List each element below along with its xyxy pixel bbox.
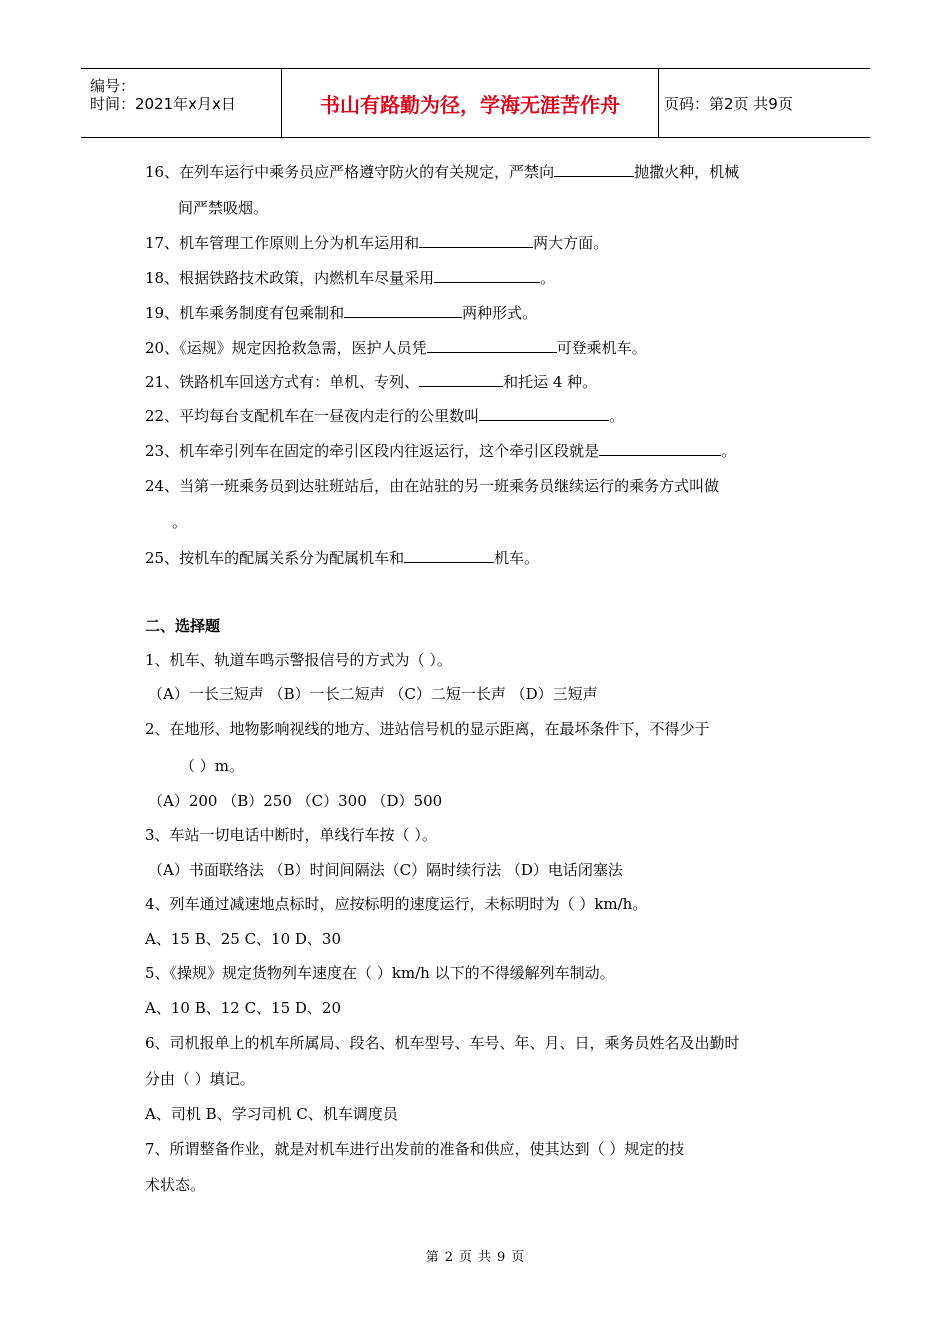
section-title-choice: 二、选择题 xyxy=(145,617,221,635)
choice-q2-cont: （ ）m。 xyxy=(180,757,244,775)
question-16-cont: 间严禁吸烟。 xyxy=(178,199,269,217)
question-17 xyxy=(145,233,608,253)
number-label: 编号： xyxy=(90,77,136,95)
question-text: 17、机车管理工作原则上分为机车运用和 xyxy=(145,234,420,252)
question-24-cont: 。 xyxy=(172,513,188,531)
choice-q5-options: A、10 B、12 C、15 D、20 xyxy=(145,999,342,1017)
question-text: 25、按机车的配属关系分为配属机车和 xyxy=(145,549,405,567)
answer-blank xyxy=(554,162,634,177)
question-text: 。 xyxy=(540,269,556,287)
question-text: 19、机车乘务制度有包乘制和 xyxy=(145,304,345,322)
choice-q5: 5、《操规》规定货物列车速度在（ ）km/h 以下的不得缓解列车制动。 xyxy=(145,964,615,982)
question-text: 。 xyxy=(609,407,625,425)
choice-q3-options: （A）书面联络法 （B）时间间隔法（C）隔时续行法 （D）电话闭塞法 xyxy=(148,861,623,879)
question-text: 21、铁路机车回送方式有：单机、专列、 xyxy=(145,373,420,391)
question-23 xyxy=(145,441,736,461)
answer-blank xyxy=(404,548,494,563)
question-text: 22、平均每台支配机车在一昼夜内走行的公里数叫 xyxy=(145,407,480,425)
question-text: 16、在列车运行中乘务员应严格遵守防火的有关规定，严禁向 xyxy=(145,163,555,181)
question-20 xyxy=(145,338,647,358)
question-19 xyxy=(145,303,537,323)
choice-q4: 4、列车通过减速地点标时，应按标明的速度运行，未标明时为（ ）km/h。 xyxy=(145,895,648,913)
choice-q6-cont: 分由（ ）填记。 xyxy=(145,1070,255,1088)
answer-blank xyxy=(344,303,462,318)
question-text: 和托运 4 种。 xyxy=(503,373,598,391)
question-18 xyxy=(145,268,555,288)
choice-q1: 1、机车、轨道车鸣示警报信号的方式为（ ）。 xyxy=(145,651,452,669)
question-text: 机车。 xyxy=(494,549,540,567)
question-22 xyxy=(145,406,624,426)
footer-text: 共 xyxy=(478,1250,492,1265)
question-text: 抛撒火种，机械 xyxy=(634,163,740,181)
question-21 xyxy=(145,372,597,392)
answer-blank xyxy=(479,406,609,421)
page-header xyxy=(81,68,870,138)
footer-text: 页 xyxy=(458,1250,472,1265)
answer-blank xyxy=(419,233,533,248)
answer-blank xyxy=(427,338,557,353)
footer-text: 页 xyxy=(511,1250,525,1265)
footer-total-pages: 9 xyxy=(497,1250,506,1265)
choice-q3: 3、车站一切电话中断时，单线行车按（ ）。 xyxy=(145,826,437,844)
answer-blank xyxy=(434,268,540,283)
choice-q2-options: （A）200 （B）250 （C）300 （D）500 xyxy=(148,792,443,810)
question-text: 可登乘机车。 xyxy=(556,339,647,357)
choice-q6-options: A、司机 B、学习司机 C、机车调度员 xyxy=(145,1105,398,1123)
answer-blank xyxy=(599,441,721,456)
footer-page-number: 2 xyxy=(444,1250,453,1265)
question-24: 24、当第一班乘务员到达驻班站后，由在站驻的另一班乘务员继续运行的乘务方式叫做 xyxy=(145,477,720,495)
question-16 xyxy=(145,162,739,182)
question-text: 。 xyxy=(721,442,737,460)
choice-q7-cont: 术状态。 xyxy=(145,1176,206,1194)
question-text: 18、根据铁路技术政策，内燃机车尽量采用 xyxy=(145,269,435,287)
question-25 xyxy=(145,548,539,568)
question-text: 两种形式。 xyxy=(462,304,538,322)
choice-q4-options: A、15 B、25 C、10 D、30 xyxy=(145,930,342,948)
answer-blank xyxy=(419,372,503,387)
choice-q1-options: （A）一长三短声 （B）一长二短声 （C）二短一长声 （D）三短声 xyxy=(148,685,598,703)
question-text: 20、《运规》规定因抢救急需，医护人员凭 xyxy=(145,339,427,357)
choice-q2: 2、在地形、地物影响视线的地方、进站信号机的显示距离，在最坏条件下，不得少于 xyxy=(145,720,710,738)
footer-text: 第 xyxy=(425,1250,439,1265)
motto: 书山有路勤为径，学海无涯苦作舟 xyxy=(320,92,620,117)
time-label: 时间：2021年x月x日 xyxy=(90,95,236,113)
question-text: 两大方面。 xyxy=(533,234,609,252)
page-footer xyxy=(0,1246,950,1265)
question-text: 23、机车牵引列车在固定的牵引区段内往返运行，这个牵引区段就是 xyxy=(145,442,600,460)
page-indicator: 页码：第2页 共9页 xyxy=(664,94,793,113)
choice-q7: 7、所谓整备作业，就是对机车进行出发前的准备和供应，使其达到（ ）规定的技 xyxy=(145,1140,685,1158)
choice-q6: 6、司机报单上的机车所属局、段名、机车型号、车号、年、月、日，乘务员姓名及出勤时 xyxy=(145,1034,740,1052)
header-meta xyxy=(81,69,282,137)
header-motto-cell xyxy=(282,69,659,137)
